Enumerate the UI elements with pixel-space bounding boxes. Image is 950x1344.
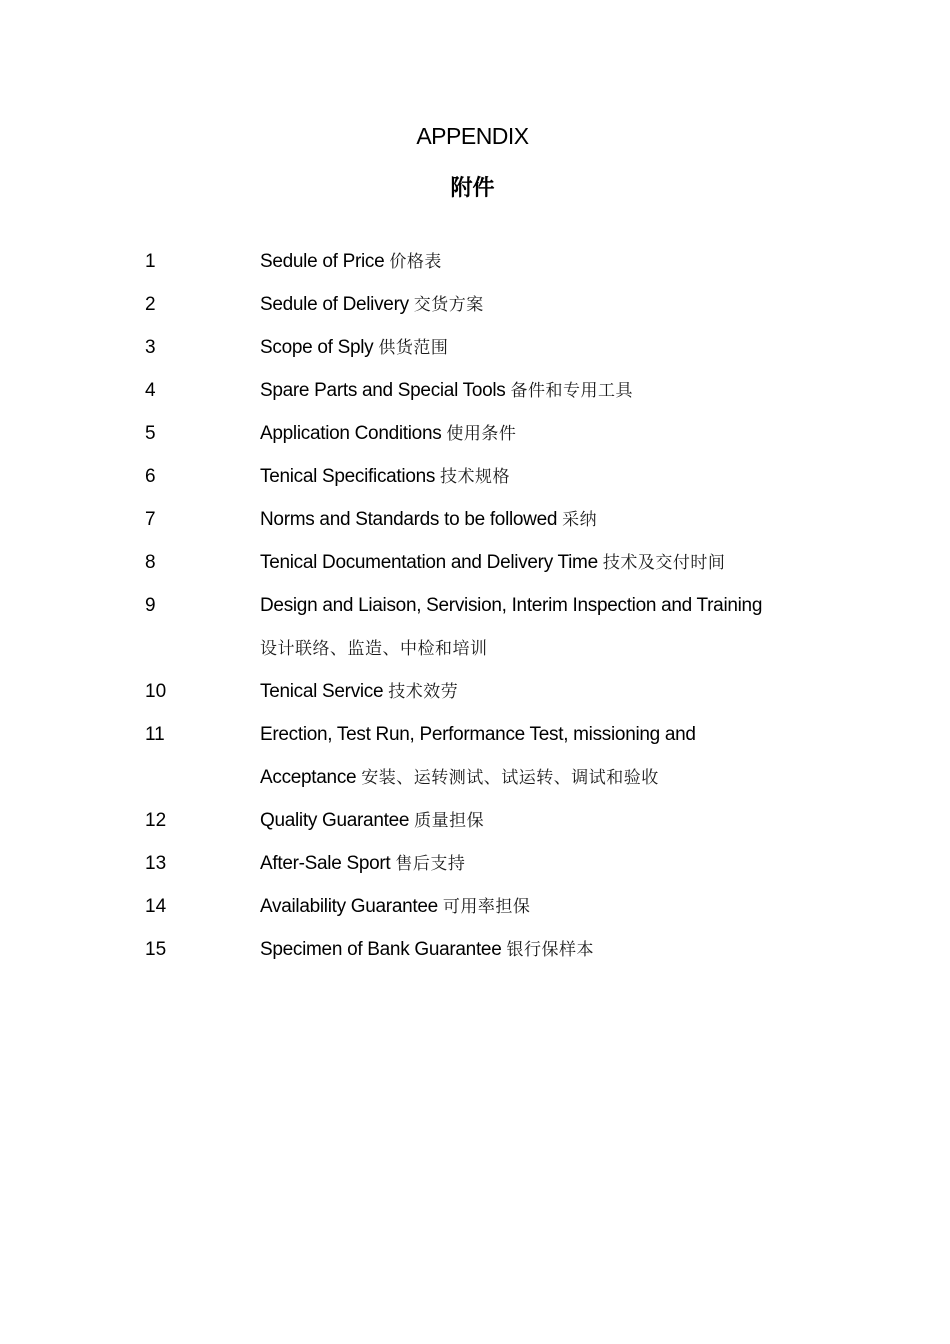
item-number: 8: [145, 552, 156, 573]
appendix-item: [0, 463, 950, 506]
appendix-list: [0, 248, 950, 979]
item-number: 14: [145, 896, 167, 917]
item-title: [260, 377, 820, 405]
item-title: [260, 850, 820, 878]
item-title: [260, 721, 820, 792]
appendix-item: [0, 334, 950, 377]
item-title-en: Availability Guarantee: [260, 896, 438, 917]
item-number: 6: [145, 466, 156, 487]
item-number: 15: [145, 939, 167, 960]
item-title-en: After-Sale Sport: [260, 853, 391, 874]
item-title-en: Design and Liaison, Servision, Interim Inspection and Training: [260, 595, 763, 616]
item-title-en: Scope of Sply: [260, 337, 374, 358]
item-number: 1: [145, 251, 156, 272]
item-title-zh: 使用条件: [446, 424, 517, 444]
item-number: 12: [145, 810, 167, 831]
appendix-item: [0, 678, 950, 721]
item-title-zh: 银行保样本: [506, 940, 594, 960]
item-title-en-line2: Acceptance: [260, 767, 357, 788]
item-title-zh: 技术效劳: [388, 682, 459, 702]
item-title-zh: 质量担保: [414, 811, 485, 831]
item-title: [260, 420, 820, 448]
item-title: [260, 463, 820, 491]
item-title-en: Erection, Test Run, Performance Test, missioning and: [260, 724, 696, 745]
item-title: [260, 678, 820, 706]
item-title-en: Tenical Documentation and Delivery Time: [260, 552, 598, 573]
appendix-item: [0, 377, 950, 420]
item-title: [260, 248, 820, 276]
item-number: 11: [145, 724, 165, 745]
item-title-en: Norms and Standards to be followed: [260, 509, 558, 530]
item-title-en: Sedule of Delivery: [260, 294, 409, 315]
item-number: 2: [145, 294, 156, 315]
item-title: [260, 506, 820, 534]
item-title-en: Quality Guarantee: [260, 810, 410, 831]
item-number: 9: [145, 595, 156, 616]
item-title: [260, 291, 820, 319]
item-title-zh: 备件和专用工具: [510, 381, 633, 401]
appendix-item: [0, 248, 950, 291]
item-title-en: Tenical Specifications: [260, 466, 436, 487]
item-title-zh: 安装、运转测试、试运转、调试和验收: [361, 768, 659, 788]
item-number: 13: [145, 853, 167, 874]
item-title-zh: 采纳: [562, 510, 598, 530]
item-title: [260, 549, 820, 577]
item-title-zh: 技术及交付时间: [602, 553, 726, 573]
appendix-item: [0, 850, 950, 893]
item-title-en: Tenical Service: [260, 681, 384, 702]
item-title: [260, 893, 820, 921]
item-title-en: Spare Parts and Special Tools: [260, 380, 506, 401]
appendix-item: [0, 721, 950, 807]
appendix-item: [0, 893, 950, 936]
item-title: [260, 807, 820, 835]
item-title-zh: 售后支持: [395, 854, 466, 874]
page-title: APPENDIX: [416, 123, 529, 149]
item-title-en: Sedule of Price: [260, 251, 385, 272]
item-title: [260, 334, 820, 362]
item-title-zh: 技术规格: [440, 467, 511, 487]
appendix-item: [0, 807, 950, 850]
item-title-en: Specimen of Bank Guarantee: [260, 939, 502, 960]
appendix-item: [0, 592, 950, 678]
item-title-zh: 设计联络、监造、中检和培训: [260, 639, 488, 659]
item-number: 5: [145, 423, 156, 444]
appendix-item: [0, 420, 950, 463]
item-number: 10: [145, 681, 167, 702]
appendix-item: [0, 936, 950, 979]
item-title-zh: 可用率担保: [442, 897, 531, 917]
page-subtitle: 附件: [450, 176, 495, 201]
item-number: 4: [145, 380, 156, 401]
appendix-item: [0, 549, 950, 592]
item-title-zh: 供货范围: [378, 338, 449, 358]
item-title: [260, 592, 820, 663]
item-title-continuation: [260, 764, 820, 792]
appendix-item: [0, 506, 950, 549]
appendix-item: [0, 291, 950, 334]
item-title: [260, 936, 820, 964]
item-title-zh: 交货方案: [413, 295, 484, 315]
item-number: 3: [145, 337, 156, 358]
item-title-en: Application Conditions: [260, 423, 442, 444]
item-number: 7: [145, 509, 156, 530]
item-title-zh: 价格表: [389, 252, 442, 272]
